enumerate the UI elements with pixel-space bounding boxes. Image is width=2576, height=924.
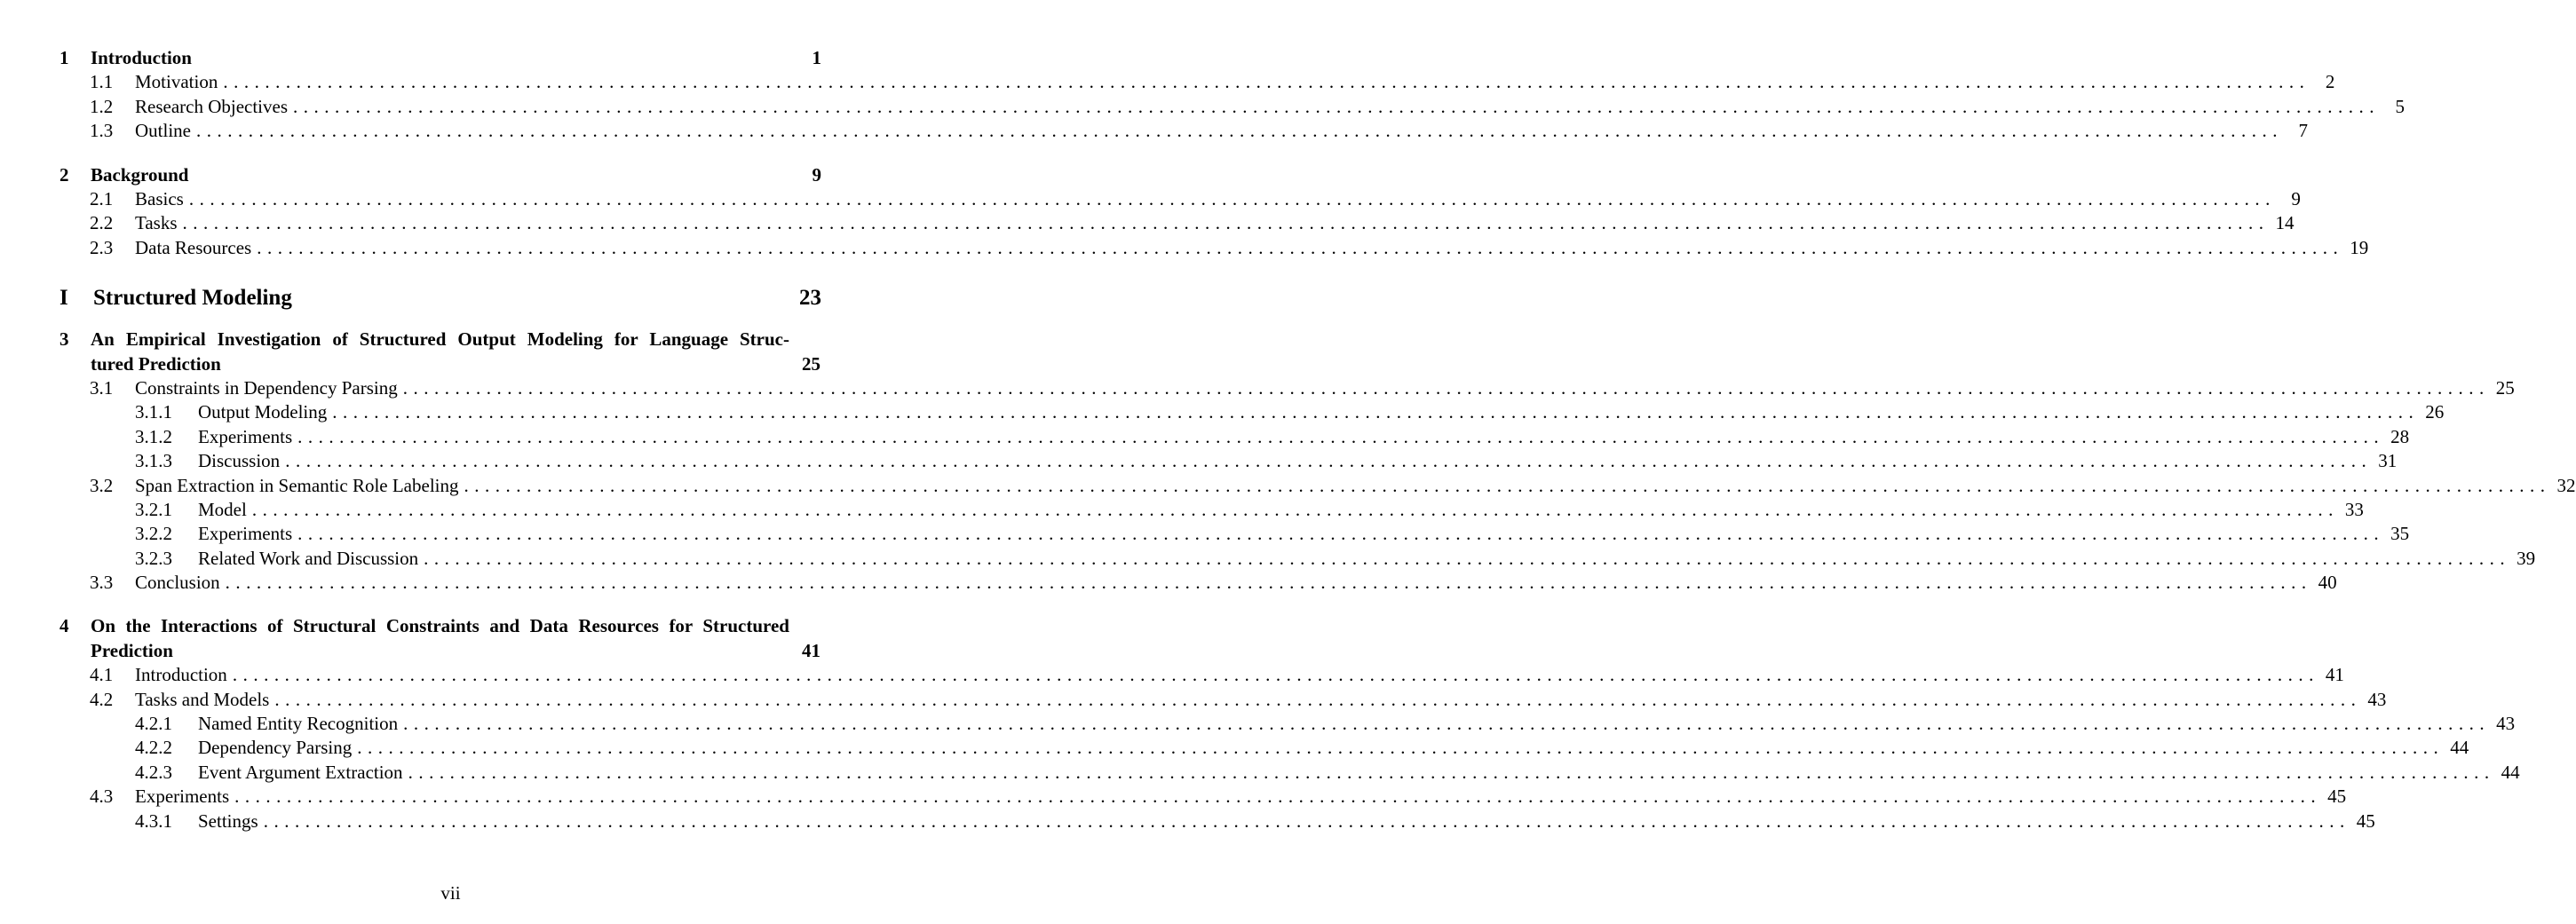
chapter-number: 4 bbox=[59, 615, 69, 637]
section-page: 45 bbox=[2327, 786, 2347, 808]
chapter-page: 41 bbox=[802, 639, 820, 661]
section-page: 40 bbox=[2318, 572, 2337, 594]
section-title: Tasks bbox=[135, 212, 178, 234]
subsection-title: Output Modeling bbox=[198, 401, 328, 423]
section-page: 43 bbox=[2367, 688, 2387, 710]
toc-section-4-1[interactable] bbox=[59, 663, 2344, 687]
subsection-number: 3.1.3 bbox=[135, 450, 172, 472]
section-page: 9 bbox=[2291, 187, 2301, 209]
chapter-title-line-1: An Empirical Investigation of Structured Output Modeling for Language Struc- bbox=[91, 328, 789, 351]
subsection-title: Named Entity Recognition bbox=[198, 713, 399, 735]
dot-leader: ........................................................................................................................................................................................................ bbox=[232, 664, 2319, 686]
subsection-title: Dependency Parsing bbox=[198, 737, 353, 759]
chapter-title-line-2: Prediction bbox=[91, 639, 173, 661]
section-number: 3.1 bbox=[90, 376, 114, 399]
subsection-page: 31 bbox=[2378, 450, 2398, 472]
dot-leader: ........................................................................................................................................................................................................ bbox=[424, 547, 2511, 569]
section-title: Span Extraction in Semantic Role Labeling bbox=[135, 474, 459, 496]
section-number: 3.2 bbox=[90, 474, 114, 496]
dot-leader: ........................................................................................................................................................................................................ bbox=[297, 523, 2385, 545]
chapter-number: 1 bbox=[59, 47, 69, 68]
section-title: Introduction bbox=[135, 664, 227, 686]
toc-section-1-3[interactable] bbox=[59, 119, 2308, 143]
toc-chapter-1[interactable] bbox=[59, 46, 821, 70]
dot-leader: ........................................................................................................................................................................................................ bbox=[293, 95, 2381, 117]
dot-leader: ........................................................................................................................................................................................................ bbox=[225, 572, 2312, 594]
dot-leader: ........................................................................................................................................................................................................ bbox=[234, 786, 2322, 808]
section-page: 14 bbox=[2275, 212, 2295, 234]
toc-section-3-2[interactable] bbox=[59, 474, 2576, 498]
chapter-number: 3 bbox=[59, 328, 69, 351]
section-number: 1.3 bbox=[90, 120, 114, 142]
section-number: 4.2 bbox=[90, 688, 114, 710]
dot-leader: ........................................................................................................................................................................................................ bbox=[408, 761, 2495, 783]
subsection-page: 28 bbox=[2390, 425, 2410, 447]
dot-leader: ........................................................................................................................................................................................................ bbox=[274, 688, 2362, 710]
section-number: 1.1 bbox=[90, 71, 114, 93]
toc-section-3-3[interactable] bbox=[59, 571, 2337, 595]
toc-subsection-3-2-1[interactable] bbox=[59, 498, 2364, 522]
chapter-title: Background bbox=[91, 163, 189, 186]
dot-leader: ........................................................................................................................................................................................................ bbox=[263, 809, 2350, 832]
subsection-number: 4.3.1 bbox=[135, 809, 172, 832]
dot-leader: ........................................................................................................................................................................................................ bbox=[464, 474, 2551, 496]
section-page: 2 bbox=[2325, 71, 2335, 93]
page-number-footer: vii bbox=[440, 882, 461, 904]
part-number: I bbox=[59, 286, 68, 311]
toc-subsection-4-2-2[interactable] bbox=[59, 736, 2469, 760]
section-title: Basics bbox=[135, 187, 184, 209]
section-title: Data Resources bbox=[135, 236, 252, 258]
subsection-page: 33 bbox=[2344, 498, 2364, 520]
chapter-page: 9 bbox=[812, 163, 821, 186]
toc-chapter-2[interactable] bbox=[59, 163, 821, 187]
toc-section-2-3[interactable] bbox=[59, 236, 2369, 260]
subsection-number: 3.1.1 bbox=[135, 401, 172, 423]
section-number: 4.1 bbox=[90, 664, 114, 686]
dot-leader: ........................................................................................................................................................................................................ bbox=[182, 212, 2270, 234]
section-title: Outline bbox=[135, 120, 191, 142]
section-number: 1.2 bbox=[90, 95, 114, 117]
subsection-page: 26 bbox=[2425, 401, 2445, 423]
section-page: 41 bbox=[2325, 664, 2344, 686]
part-page: 23 bbox=[799, 286, 821, 311]
toc-section-1-2[interactable] bbox=[59, 95, 2406, 119]
dot-leader: ........................................................................................................................................................................................................ bbox=[332, 401, 2420, 423]
section-number: 2.3 bbox=[90, 236, 114, 258]
section-title: Tasks and Models bbox=[135, 688, 270, 710]
section-page: 32 bbox=[2556, 474, 2576, 496]
chapter-title: Introduction bbox=[91, 47, 192, 68]
subsection-number: 4.2.1 bbox=[135, 713, 172, 735]
dot-leader: ........................................................................................................................................................................................................ bbox=[357, 737, 2445, 759]
subsection-title: Event Argument Extraction bbox=[198, 761, 403, 783]
toc-subsection-3-1-2[interactable] bbox=[59, 425, 2410, 449]
subsection-title: Experiments bbox=[198, 425, 293, 447]
chapter-number: 2 bbox=[59, 163, 69, 186]
subsection-title: Related Work and Discussion bbox=[198, 547, 419, 569]
dot-leader: ........................................................................................................................................................................................................ bbox=[285, 450, 2373, 472]
dot-leader: ........................................................................................................................................................................................................ bbox=[297, 425, 2385, 447]
subsection-title: Model bbox=[198, 498, 247, 520]
dot-leader: ........................................................................................................................................................................................................ bbox=[188, 187, 2276, 209]
table-of-contents bbox=[59, 46, 2576, 833]
dot-leader: ........................................................................................................................................................................................................ bbox=[196, 120, 2283, 142]
section-page: 5 bbox=[2395, 95, 2406, 117]
section-title: Constraints in Dependency Parsing bbox=[135, 376, 398, 399]
subsection-title: Experiments bbox=[198, 523, 293, 545]
dot-leader: ........................................................................................................................................................................................................ bbox=[257, 236, 2344, 258]
subsection-page: 39 bbox=[2517, 547, 2536, 569]
chapter-title-line-1: On the Interactions of Structural Constraints and Data Resources for Structured bbox=[91, 615, 789, 637]
toc-section-2-1[interactable] bbox=[59, 187, 2301, 211]
chapter-page: 25 bbox=[802, 352, 820, 375]
subsection-number: 3.2.3 bbox=[135, 547, 172, 569]
toc-subsection-3-2-3[interactable] bbox=[59, 547, 2536, 571]
toc-chapter-3[interactable] bbox=[59, 328, 821, 376]
toc-section-2-2[interactable] bbox=[59, 211, 2295, 235]
subsection-page: 43 bbox=[2496, 713, 2516, 735]
subsection-page: 44 bbox=[2450, 737, 2469, 759]
dot-leader: ........................................................................................................................................................................................................ bbox=[402, 376, 2490, 399]
toc-subsection-3-2-2[interactable] bbox=[59, 522, 2410, 546]
toc-subsection-3-1-1[interactable] bbox=[59, 400, 2445, 424]
dot-leader: ........................................................................................................................................................................................................ bbox=[403, 713, 2491, 735]
section-title: Conclusion bbox=[135, 572, 220, 594]
subsection-title: Settings bbox=[198, 809, 258, 832]
subsection-number: 3.2.2 bbox=[135, 523, 172, 545]
section-number: 2.2 bbox=[90, 212, 114, 234]
section-title: Motivation bbox=[135, 71, 218, 93]
toc-section-4-2[interactable] bbox=[59, 688, 2387, 712]
subsection-title: Discussion bbox=[198, 450, 281, 472]
chapter-page: 1 bbox=[812, 47, 821, 68]
section-page: 25 bbox=[2495, 376, 2515, 399]
section-title: Research Objectives bbox=[135, 95, 289, 117]
toc-subsection-3-1-3[interactable] bbox=[59, 449, 2398, 473]
toc-section-4-3[interactable] bbox=[59, 785, 2347, 809]
subsection-page: 44 bbox=[2501, 761, 2520, 783]
chapter-title-line-2: tured Prediction bbox=[91, 352, 221, 375]
toc-section-1-1[interactable] bbox=[59, 70, 2335, 94]
section-number: 2.1 bbox=[90, 187, 114, 209]
toc-section-3-1[interactable] bbox=[59, 376, 2515, 400]
section-number: 3.3 bbox=[90, 572, 114, 594]
dot-leader: ........................................................................................................................................................................................................ bbox=[223, 71, 2310, 93]
section-title: Experiments bbox=[135, 786, 230, 808]
toc-chapter-4[interactable] bbox=[59, 614, 821, 663]
dot-leader: ........................................................................................................................................................................................................ bbox=[251, 498, 2339, 520]
toc-subsection-4-3-1[interactable] bbox=[59, 809, 2375, 833]
toc-subsection-4-2-3[interactable] bbox=[59, 761, 2520, 785]
subsection-number: 4.2.2 bbox=[135, 737, 172, 759]
subsection-number: 3.2.1 bbox=[135, 498, 172, 520]
toc-subsection-4-2-1[interactable] bbox=[59, 712, 2516, 736]
section-number: 4.3 bbox=[90, 786, 114, 808]
part-title: Structured Modeling bbox=[93, 286, 292, 311]
subsection-page: 35 bbox=[2390, 523, 2410, 545]
toc-part-1[interactable] bbox=[59, 283, 821, 313]
subsection-number: 4.2.3 bbox=[135, 761, 172, 783]
subsection-page: 45 bbox=[2356, 809, 2375, 832]
section-page: 19 bbox=[2350, 236, 2369, 258]
section-page: 7 bbox=[2298, 120, 2308, 142]
subsection-number: 3.1.2 bbox=[135, 425, 172, 447]
